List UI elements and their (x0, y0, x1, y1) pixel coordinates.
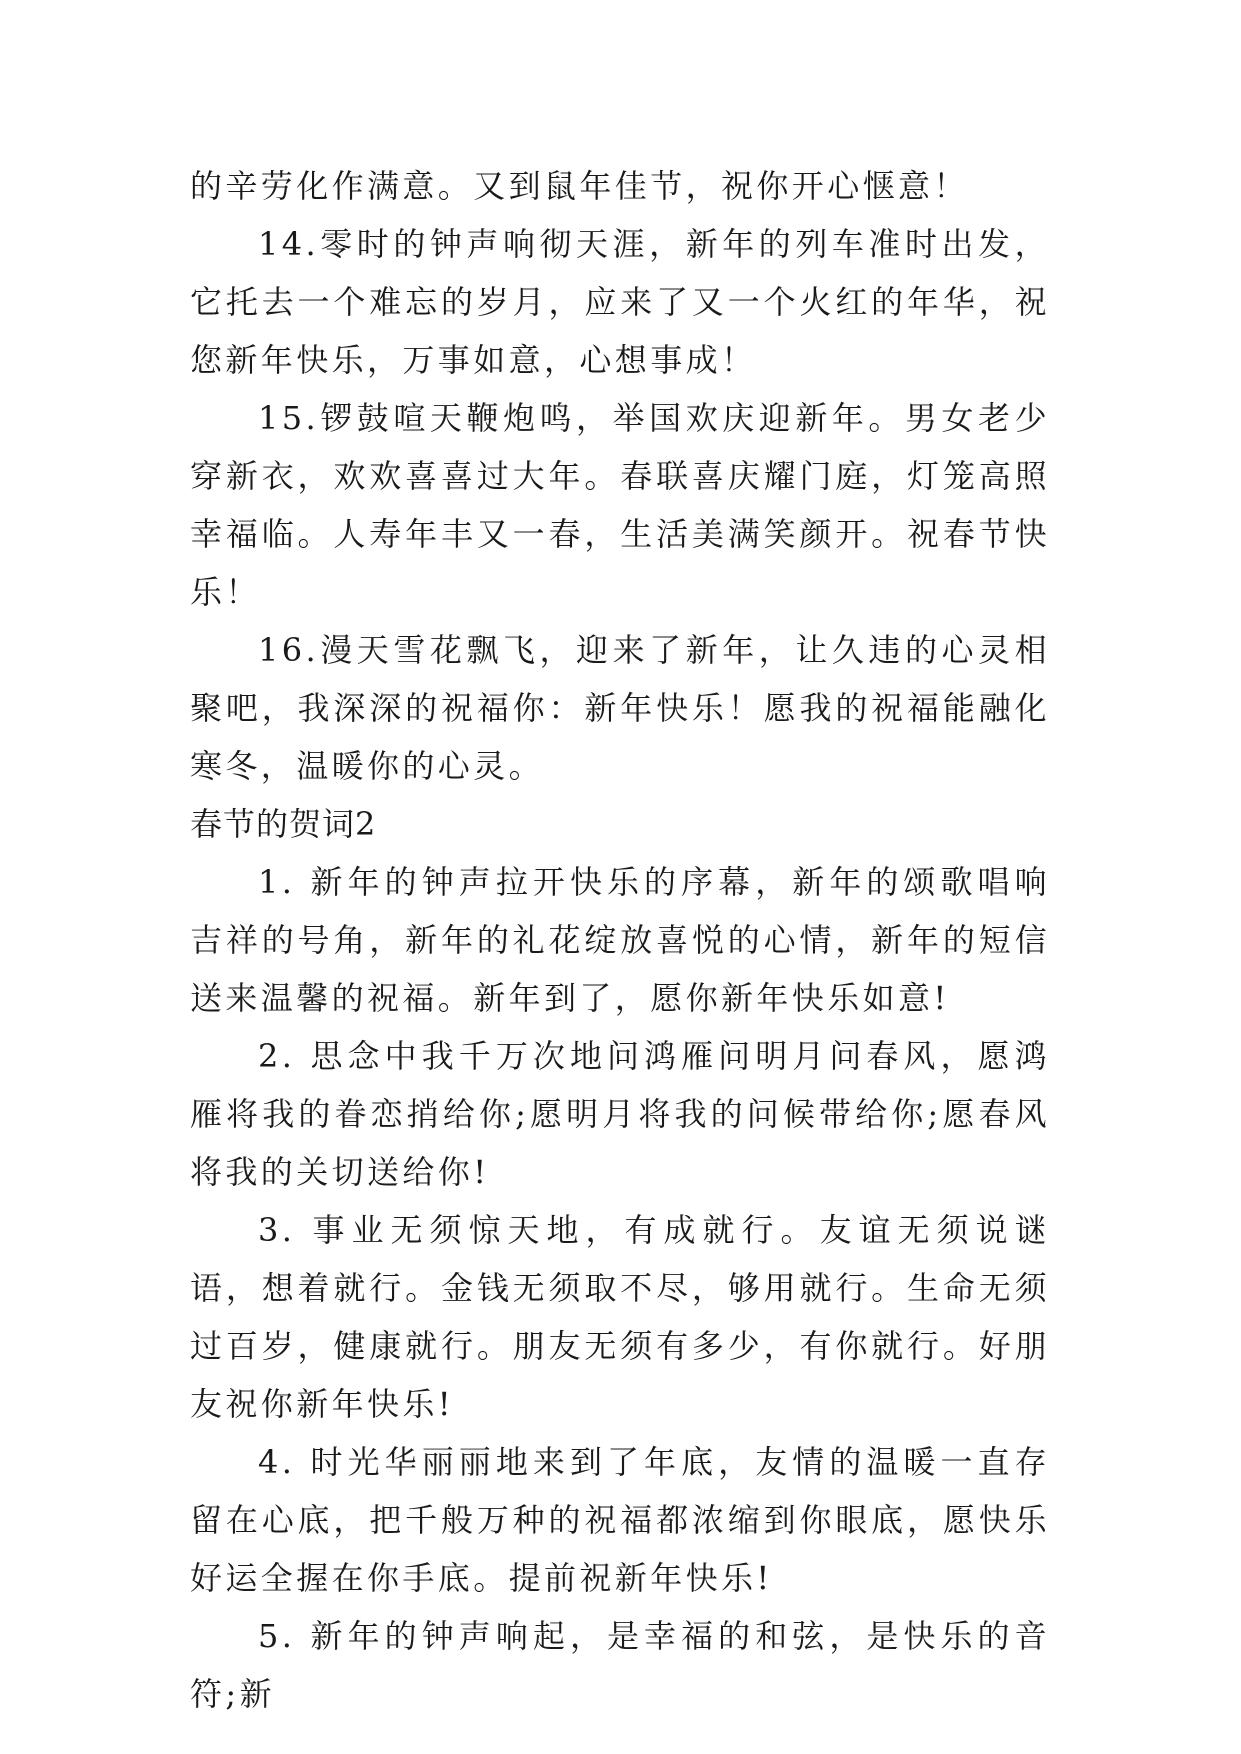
greeting-item-14: 14.零时的钟声响彻天涯，新年的列车准时出发，它托去一个难忘的岁月，应来了又一个火红的年华，祝您新年快乐，万事如意，心想事成！ (190, 225, 1050, 379)
greeting-item-15: 15.锣鼓喧天鞭炮鸣，举国欢庆迎新年。男女老少穿新衣，欢欢喜喜过大年。春联喜庆耀门庭，灯笼高照幸福临。人寿年丰又一春，生活美满笑颜开。祝春节快乐！ (190, 399, 1050, 611)
greeting-item-5: 5. 新年的钟声响起，是幸福的和弦，是快乐的音符;新 (190, 1617, 1050, 1713)
greeting-item-3: 3. 事业无须惊天地，有成就行。友谊无须说谜语，想着就行。金钱无须取不尽，够用就行。生命无须过百岁，健康就行。朋友无须有多少，有你就行。好朋友祝你新年快乐! (190, 1211, 1050, 1423)
document-body (190, 157, 1050, 1723)
greeting-item-16: 16.漫天雪花飘飞，迎来了新年，让久违的心灵相聚吧，我深深的祝福你：新年快乐！愿我的祝福能融化寒冬，温暖你的心灵。 (190, 631, 1050, 785)
section-heading: 春节的贺词2 (190, 805, 377, 843)
greeting-item-4: 4. 时光华丽丽地来到了年底，友情的温暖一直存留在心底，把千般万种的祝福都浓缩到你眼底，愿快乐好运全握在你手底。提前祝新年快乐! (190, 1443, 1050, 1597)
greeting-item-1: 1. 新年的钟声拉开快乐的序幕，新年的颂歌唱响吉祥的号角，新年的礼花绽放喜悦的心情，新年的短信送来温馨的祝福。新年到了，愿你新年快乐如意! (190, 863, 1050, 1017)
paragraph-continuation: 的辛劳化作满意。又到鼠年佳节，祝你开心惬意！ (190, 167, 969, 205)
greeting-item-2: 2. 思念中我千万次地问鸿雁问明月问春风，愿鸿雁将我的眷恋捎给你;愿明月将我的问候带给你;愿春风将我的关切送给你! (190, 1037, 1050, 1191)
